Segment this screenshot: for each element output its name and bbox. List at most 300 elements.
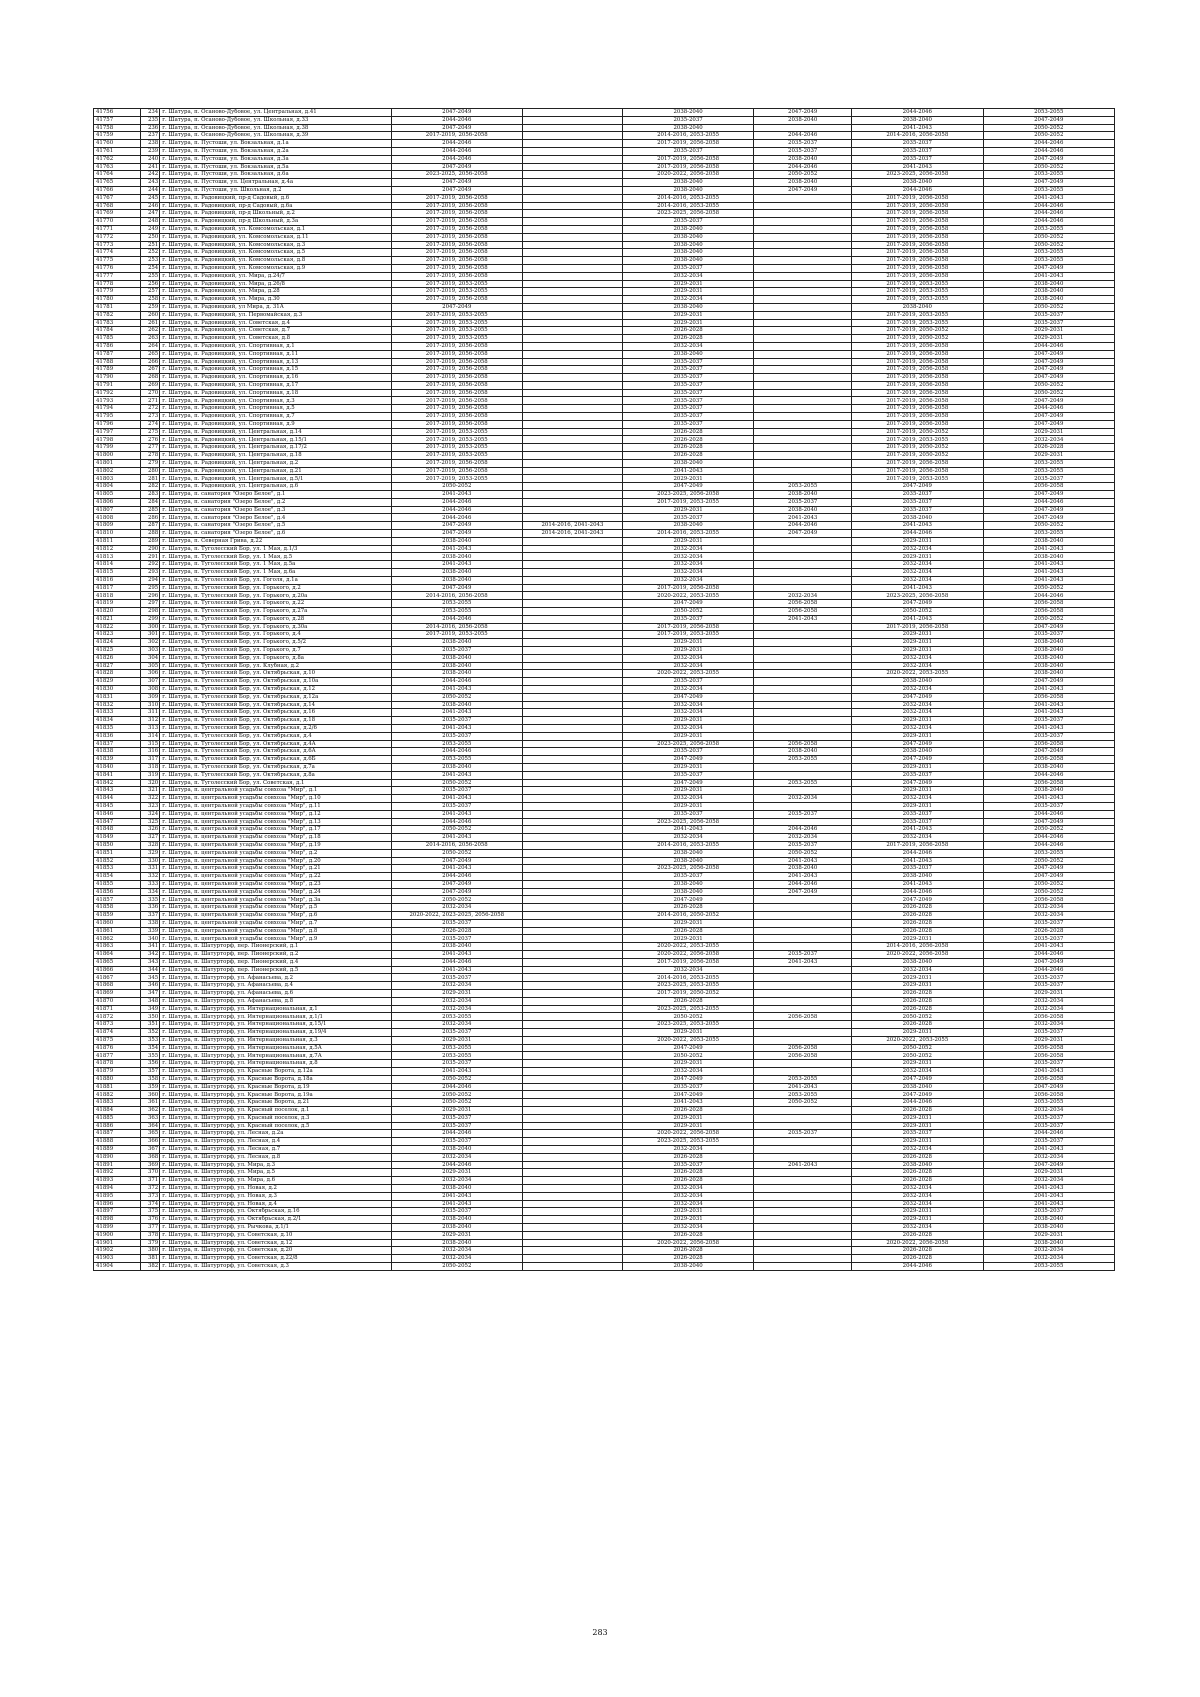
- period-cell-5: 2044-2046: [852, 849, 983, 857]
- address-cell: г. Шатура, п. Туголесский Бор, ул. 1 Мая, д.5а: [160, 561, 391, 569]
- row-number-cell: 262: [141, 327, 160, 335]
- period-cell-5: 2050-2052: [852, 608, 983, 616]
- period-cell-6: 2035-2037: [983, 475, 1115, 483]
- row-id-cell: 41762: [94, 155, 141, 163]
- period-cell-5: 2017-2019, 2050-2052: [852, 335, 983, 343]
- period-cell-1: 2017-2019, 2056-2058: [391, 397, 522, 405]
- address-cell: г. Шатура, п. Туголесский Бор, ул. Октябрьская, д.16: [160, 709, 391, 717]
- period-cell-5: 2032-2034: [852, 1192, 983, 1200]
- address-cell: г. Шатура, п. Радовицкий, ул. Центральная, д.14: [160, 428, 391, 436]
- period-cell-5: 2032-2034: [852, 1200, 983, 1208]
- period-cell-3: 2035-2037: [622, 218, 753, 226]
- period-cell-6: 2032-2034: [983, 1153, 1115, 1161]
- row-id-cell: 41772: [94, 233, 141, 241]
- period-cell-4: [754, 1216, 852, 1224]
- row-id-cell: 41797: [94, 428, 141, 436]
- period-cell-3: 2026-2028: [622, 1153, 753, 1161]
- row-id-cell: 41814: [94, 561, 141, 569]
- period-cell-3: 2026-2028: [622, 1177, 753, 1185]
- period-cell-4: 2038-2040: [754, 155, 852, 163]
- period-cell-1: 2017-2019, 2053-2055: [391, 319, 522, 327]
- period-cell-2: [522, 444, 622, 452]
- row-id-cell: 41844: [94, 795, 141, 803]
- address-cell: г. Шатура, п. Туголесский Бор, ул. 1 Мая, д.1/3: [160, 545, 391, 553]
- period-cell-6: 2035-2037: [983, 311, 1115, 319]
- period-cell-4: [754, 904, 852, 912]
- period-cell-4: [754, 233, 852, 241]
- period-cell-3: 2038-2040: [622, 186, 753, 194]
- period-cell-6: 2035-2037: [983, 982, 1115, 990]
- table-row: [94, 1029, 1115, 1037]
- period-cell-1: 2044-2046: [391, 116, 522, 124]
- period-cell-3: 2032-2034: [622, 553, 753, 561]
- period-cell-3: 2029-2031: [622, 280, 753, 288]
- period-cell-3: 2026-2028: [622, 444, 753, 452]
- period-cell-5: 2041-2043: [852, 857, 983, 865]
- table-row: [94, 896, 1115, 904]
- period-cell-5: 2017-2019, 2056-2058: [852, 413, 983, 421]
- row-number-cell: 239: [141, 147, 160, 155]
- period-cell-3: 2029-2031: [622, 537, 753, 545]
- row-id-cell: 41845: [94, 802, 141, 810]
- period-cell-6: 2053-2055: [983, 257, 1115, 265]
- period-cell-3: 2026-2028: [622, 1107, 753, 1115]
- period-cell-2: [522, 966, 622, 974]
- row-number-cell: 327: [141, 834, 160, 842]
- period-cell-6: 2044-2046: [983, 218, 1115, 226]
- address-cell: г. Шатура, п. Шатурторф, ул. Красные Ворота, д.19а: [160, 1091, 391, 1099]
- period-cell-1: 2053-2055: [391, 1052, 522, 1060]
- table-row: [94, 693, 1115, 701]
- row-number-cell: 294: [141, 576, 160, 584]
- period-cell-1: 2014-2016, 2056-2058: [391, 623, 522, 631]
- period-cell-4: [754, 1036, 852, 1044]
- period-cell-2: [522, 685, 622, 693]
- period-cell-1: 2029-2031: [391, 1231, 522, 1239]
- period-cell-2: [522, 296, 622, 304]
- period-cell-3: 2029-2031: [622, 1060, 753, 1068]
- period-cell-3: 2017-2019, 2056-2058: [622, 584, 753, 592]
- period-cell-6: 2047-2049: [983, 818, 1115, 826]
- period-cell-1: 2044-2046: [391, 1130, 522, 1138]
- period-cell-4: [754, 927, 852, 935]
- row-id-cell: 41849: [94, 834, 141, 842]
- table-row: [94, 857, 1115, 865]
- period-cell-1: 2038-2040: [391, 576, 522, 584]
- row-number-cell: 349: [141, 1005, 160, 1013]
- period-cell-2: [522, 163, 622, 171]
- row-id-cell: 41854: [94, 873, 141, 881]
- table-row: [94, 1005, 1115, 1013]
- row-id-cell: 41763: [94, 163, 141, 171]
- period-cell-3: 2014-2016, 2053-2055: [622, 132, 753, 140]
- period-cell-4: [754, 701, 852, 709]
- period-cell-1: 2041-2043: [391, 966, 522, 974]
- table-row: [94, 623, 1115, 631]
- period-cell-5: 2035-2037: [852, 498, 983, 506]
- address-cell: г. Шатура, п. Северная Грива, д.22: [160, 537, 391, 545]
- period-cell-3: 2035-2037: [622, 389, 753, 397]
- table-row: [94, 420, 1115, 428]
- period-cell-1: 2041-2043: [391, 951, 522, 959]
- period-cell-4: [754, 545, 852, 553]
- period-cell-4: [754, 709, 852, 717]
- period-cell-2: [522, 670, 622, 678]
- period-cell-6: 2044-2046: [983, 342, 1115, 350]
- period-cell-3: 2038-2040: [622, 109, 753, 117]
- period-cell-5: 2017-2019, 2050-2052: [852, 428, 983, 436]
- period-cell-3: 2032-2034: [622, 1145, 753, 1153]
- row-id-cell: 41771: [94, 225, 141, 233]
- period-cell-2: [522, 1169, 622, 1177]
- period-cell-3: 2035-2037: [622, 264, 753, 272]
- row-number-cell: 352: [141, 1029, 160, 1037]
- period-cell-1: 2029-2031: [391, 1036, 522, 1044]
- period-cell-2: [522, 1200, 622, 1208]
- period-cell-4: [754, 1200, 852, 1208]
- address-cell: г. Шатура, п. Радовицкий, ул. Мира, д.28: [160, 288, 391, 296]
- table-row: [94, 303, 1115, 311]
- period-cell-2: [522, 646, 622, 654]
- period-cell-4: 2041-2043: [754, 958, 852, 966]
- address-cell: г. Шатура, п. центральной усадьбы совхоза "Мир", д.2: [160, 849, 391, 857]
- period-cell-3: 2035-2037: [622, 405, 753, 413]
- row-id-cell: 41767: [94, 194, 141, 202]
- period-cell-2: [522, 834, 622, 842]
- period-cell-5: 2047-2049: [852, 693, 983, 701]
- row-id-cell: 41817: [94, 584, 141, 592]
- table-row: [94, 662, 1115, 670]
- row-id-cell: 41898: [94, 1216, 141, 1224]
- period-cell-1: 2017-2019, 2053-2055: [391, 288, 522, 296]
- table-row: [94, 257, 1115, 265]
- period-cell-1: 2053-2055: [391, 1013, 522, 1021]
- period-cell-5: 2026-2028: [852, 997, 983, 1005]
- row-number-cell: 325: [141, 818, 160, 826]
- period-cell-1: 2050-2052: [391, 826, 522, 834]
- row-id-cell: 41819: [94, 600, 141, 608]
- table-row: [94, 1138, 1115, 1146]
- address-cell: г. Шатура, п. Радовицкий, пр-д Школьный, д.2: [160, 210, 391, 218]
- row-number-cell: 340: [141, 935, 160, 943]
- address-cell: г. Шатура, п. Шатурторф, ул. Интернациональная, д.3: [160, 1036, 391, 1044]
- address-cell: г. Шатура, п. Шатурторф, ул. Красные Ворота, д.21: [160, 1099, 391, 1107]
- period-cell-1: 2053-2055: [391, 1044, 522, 1052]
- period-cell-1: 2017-2019, 2056-2058: [391, 218, 522, 226]
- period-cell-5: 2017-2019, 2056-2058: [852, 374, 983, 382]
- period-cell-1: 2017-2019, 2053-2055: [391, 631, 522, 639]
- period-cell-4: [754, 537, 852, 545]
- address-cell: г. Шатура, п. Шатурторф, ул. Новая, д.2: [160, 1184, 391, 1192]
- period-cell-4: 2035-2037: [754, 498, 852, 506]
- row-id-cell: 41794: [94, 405, 141, 413]
- row-id-cell: 41876: [94, 1044, 141, 1052]
- period-cell-4: [754, 1138, 852, 1146]
- period-cell-5: 2017-2019, 2053-2055: [852, 296, 983, 304]
- table-row: [94, 826, 1115, 834]
- row-id-cell: 41803: [94, 475, 141, 483]
- period-cell-1: 2032-2034: [391, 1153, 522, 1161]
- period-cell-5: 2032-2034: [852, 569, 983, 577]
- period-cell-5: 2029-2031: [852, 639, 983, 647]
- period-cell-6: 2056-2058: [983, 1091, 1115, 1099]
- period-cell-1: 2017-2019, 2056-2058: [391, 132, 522, 140]
- period-cell-5: 2017-2019, 2056-2058: [852, 257, 983, 265]
- period-cell-2: [522, 374, 622, 382]
- address-cell: г. Шатура, п. санатория "Озеро Белое", д.3: [160, 506, 391, 514]
- row-id-cell: 41841: [94, 771, 141, 779]
- period-cell-4: [754, 685, 852, 693]
- table-row: [94, 724, 1115, 732]
- period-cell-3: 2047-2049: [622, 600, 753, 608]
- row-number-cell: 356: [141, 1060, 160, 1068]
- period-cell-6: 2029-2031: [983, 1036, 1115, 1044]
- period-cell-6: 2047-2049: [983, 678, 1115, 686]
- period-cell-3: 2026-2028: [622, 335, 753, 343]
- table-row: [94, 272, 1115, 280]
- row-id-cell: 41791: [94, 381, 141, 389]
- period-cell-4: [754, 717, 852, 725]
- address-cell: г. Шатура, п. Шатурторф, ул. Интернациональная, д.19/4: [160, 1029, 391, 1037]
- period-cell-5: 2035-2037: [852, 865, 983, 873]
- row-number-cell: 302: [141, 639, 160, 647]
- period-cell-4: [754, 576, 852, 584]
- period-cell-6: 2035-2037: [983, 717, 1115, 725]
- period-cell-1: 2047-2049: [391, 163, 522, 171]
- table-row: [94, 927, 1115, 935]
- address-cell: г. Шатура, п. Радовицкий, ул. Спортивная, д.17: [160, 381, 391, 389]
- period-cell-3: 2017-2019, 2056-2058: [622, 958, 753, 966]
- row-id-cell: 41776: [94, 264, 141, 272]
- row-number-cell: 243: [141, 179, 160, 187]
- period-cell-1: 2035-2037: [391, 802, 522, 810]
- period-cell-2: [522, 420, 622, 428]
- period-cell-4: 2053-2055: [754, 483, 852, 491]
- row-number-cell: 377: [141, 1223, 160, 1231]
- period-cell-5: 2026-2028: [852, 1021, 983, 1029]
- period-cell-3: 2017-2019, 2056-2058: [622, 155, 753, 163]
- row-number-cell: 291: [141, 553, 160, 561]
- row-id-cell: 41861: [94, 927, 141, 935]
- address-cell: г. Шатура, п. Шатурторф, ул. Интернациональная, д.1/1: [160, 1013, 391, 1021]
- period-cell-1: 2041-2043: [391, 491, 522, 499]
- period-cell-3: 2032-2034: [622, 685, 753, 693]
- period-cell-3: 2032-2034: [622, 342, 753, 350]
- period-cell-2: [522, 865, 622, 873]
- address-cell: г. Шатура, п. Радовицкий, ул. Мира, д.30: [160, 296, 391, 304]
- period-cell-4: [754, 1153, 852, 1161]
- period-cell-5: 2032-2034: [852, 545, 983, 553]
- row-id-cell: 41891: [94, 1161, 141, 1169]
- table-row: [94, 818, 1115, 826]
- period-cell-4: [754, 787, 852, 795]
- address-cell: г. Шатура, п. Шатурторф, ул. Интернациональная, д.7А: [160, 1052, 391, 1060]
- address-cell: г. Шатура, п. Радовицкий, ул. Спортивная, д.5: [160, 405, 391, 413]
- row-number-cell: 288: [141, 530, 160, 538]
- row-number-cell: 371: [141, 1177, 160, 1185]
- period-cell-5: 2029-2031: [852, 646, 983, 654]
- period-cell-6: 2047-2049: [983, 623, 1115, 631]
- table-row: [94, 787, 1115, 795]
- row-number-cell: 268: [141, 374, 160, 382]
- address-cell: г. Шатура, п. Шатурторф, ул. Красный поселок, д.1: [160, 1107, 391, 1115]
- period-cell-5: 2032-2034: [852, 685, 983, 693]
- period-cell-6: 2047-2049: [983, 491, 1115, 499]
- period-cell-6: 2047-2049: [983, 506, 1115, 514]
- period-cell-5: 2017-2019, 2056-2058: [852, 397, 983, 405]
- address-cell: г. Шатура, п. Туголесский Бор, ул. 1 Мая, д.5: [160, 553, 391, 561]
- period-cell-4: 2035-2037: [754, 951, 852, 959]
- row-id-cell: 41769: [94, 210, 141, 218]
- table-row: [94, 522, 1115, 530]
- period-cell-5: 2044-2046: [852, 186, 983, 194]
- period-cell-3: 2032-2034: [622, 1068, 753, 1076]
- period-cell-5: 2017-2019, 2056-2058: [852, 272, 983, 280]
- row-number-cell: 376: [141, 1216, 160, 1224]
- period-cell-1: 2017-2019, 2056-2058: [391, 420, 522, 428]
- table-body: [94, 109, 1115, 1271]
- period-cell-6: 2041-2043: [983, 701, 1115, 709]
- period-cell-2: [522, 319, 622, 327]
- row-id-cell: 41810: [94, 530, 141, 538]
- period-cell-6: 2050-2052: [983, 233, 1115, 241]
- period-cell-1: 2041-2043: [391, 709, 522, 717]
- period-cell-1: 2032-2034: [391, 1247, 522, 1255]
- period-cell-5: 2041-2043: [852, 880, 983, 888]
- row-id-cell: 41889: [94, 1145, 141, 1153]
- period-cell-2: [522, 413, 622, 421]
- period-cell-5: 2017-2019, 2056-2058: [852, 467, 983, 475]
- period-cell-6: 2047-2049: [983, 958, 1115, 966]
- period-cell-5: 2032-2034: [852, 834, 983, 842]
- period-cell-4: 2035-2037: [754, 1130, 852, 1138]
- row-id-cell: 41888: [94, 1138, 141, 1146]
- period-cell-6: 2044-2046: [983, 140, 1115, 148]
- period-cell-2: [522, 724, 622, 732]
- period-cell-1: 2038-2040: [391, 537, 522, 545]
- period-cell-5: 2029-2031: [852, 1060, 983, 1068]
- period-cell-4: [754, 1255, 852, 1263]
- row-number-cell: 312: [141, 717, 160, 725]
- row-number-cell: 355: [141, 1052, 160, 1060]
- period-cell-6: 2044-2046: [983, 771, 1115, 779]
- period-cell-5: 2035-2037: [852, 147, 983, 155]
- period-cell-3: 2035-2037: [622, 615, 753, 623]
- address-cell: г. Шатура, п. Туголесский Бор, ул. Октябрьская, д.10а: [160, 678, 391, 686]
- period-cell-4: [754, 1114, 852, 1122]
- period-cell-1: 2035-2037: [391, 1122, 522, 1130]
- period-cell-3: 2032-2034: [622, 1200, 753, 1208]
- table-row: [94, 116, 1115, 124]
- period-cell-1: 2017-2019, 2056-2058: [391, 350, 522, 358]
- period-cell-1: 2035-2037: [391, 974, 522, 982]
- period-cell-5: 2047-2049: [852, 756, 983, 764]
- period-cell-3: 2038-2040: [622, 124, 753, 132]
- period-cell-5: 2029-2031: [852, 982, 983, 990]
- period-cell-2: [522, 561, 622, 569]
- period-cell-5: 2017-2019, 2056-2058: [852, 233, 983, 241]
- row-number-cell: 266: [141, 358, 160, 366]
- period-cell-1: 2038-2040: [391, 670, 522, 678]
- period-cell-6: 2056-2058: [983, 1075, 1115, 1083]
- period-cell-1: 2044-2046: [391, 498, 522, 506]
- period-cell-3: 2050-2052: [622, 1013, 753, 1021]
- table-row: [94, 1145, 1115, 1153]
- table-row: [94, 1169, 1115, 1177]
- table-row: [94, 740, 1115, 748]
- row-number-cell: 285: [141, 506, 160, 514]
- period-cell-6: 2032-2034: [983, 436, 1115, 444]
- period-cell-6: 2035-2037: [983, 1114, 1115, 1122]
- period-cell-6: 2056-2058: [983, 693, 1115, 701]
- table-row: [94, 1036, 1115, 1044]
- row-id-cell: 41867: [94, 974, 141, 982]
- period-cell-5: 2026-2028: [852, 1153, 983, 1161]
- period-cell-6: 2044-2046: [983, 405, 1115, 413]
- period-cell-6: 2032-2034: [983, 997, 1115, 1005]
- row-id-cell: 41869: [94, 990, 141, 998]
- address-cell: г. Шатура, п. Радовицкий, ул. Спортивная, д.16: [160, 374, 391, 382]
- row-number-cell: 374: [141, 1200, 160, 1208]
- period-cell-5: 2050-2052: [852, 1044, 983, 1052]
- period-cell-5: 2029-2031: [852, 631, 983, 639]
- period-cell-6: 2032-2034: [983, 912, 1115, 920]
- row-id-cell: 41848: [94, 826, 141, 834]
- period-cell-6: 2047-2049: [983, 366, 1115, 374]
- row-number-cell: 338: [141, 919, 160, 927]
- row-id-cell: 41836: [94, 732, 141, 740]
- address-cell: г. Шатура, п. Радовицкий, ул. Центральная, д.2: [160, 459, 391, 467]
- row-id-cell: 41758: [94, 124, 141, 132]
- period-cell-1: 2047-2049: [391, 888, 522, 896]
- period-cell-2: [522, 288, 622, 296]
- table-row: [94, 459, 1115, 467]
- period-cell-1: 2041-2043: [391, 1200, 522, 1208]
- period-cell-1: 2032-2034: [391, 904, 522, 912]
- period-cell-2: [522, 436, 622, 444]
- row-id-cell: 41788: [94, 358, 141, 366]
- period-cell-5: 2020-2022, 2056-2058: [852, 1239, 983, 1247]
- row-number-cell: 353: [141, 1036, 160, 1044]
- row-number-cell: 360: [141, 1091, 160, 1099]
- row-number-cell: 270: [141, 389, 160, 397]
- row-number-cell: 361: [141, 1099, 160, 1107]
- period-cell-1: 2035-2037: [391, 1029, 522, 1037]
- period-cell-2: [522, 1083, 622, 1091]
- period-cell-1: 2044-2046: [391, 748, 522, 756]
- period-cell-4: [754, 896, 852, 904]
- period-cell-2: [522, 1068, 622, 1076]
- period-cell-2: [522, 1153, 622, 1161]
- period-cell-4: 2032-2034: [754, 834, 852, 842]
- period-cell-3: 2029-2031: [622, 935, 753, 943]
- table-row: [94, 1044, 1115, 1052]
- period-cell-2: [522, 639, 622, 647]
- row-id-cell: 41896: [94, 1200, 141, 1208]
- period-cell-2: [522, 841, 622, 849]
- period-cell-1: 2035-2037: [391, 1208, 522, 1216]
- period-cell-1: 2017-2019, 2053-2055: [391, 475, 522, 483]
- address-cell: г. Шатура, п. Туголесский Бор, ул. Октябрьская, д.14: [160, 701, 391, 709]
- row-number-cell: 307: [141, 678, 160, 686]
- period-cell-5: 2029-2031: [852, 974, 983, 982]
- row-number-cell: 348: [141, 997, 160, 1005]
- period-cell-2: [522, 1184, 622, 1192]
- period-cell-3: 2014-2016, 2053-2055: [622, 974, 753, 982]
- period-cell-2: [522, 303, 622, 311]
- period-cell-3: 2023-2025, 2056-2058: [622, 865, 753, 873]
- row-id-cell: 41880: [94, 1075, 141, 1083]
